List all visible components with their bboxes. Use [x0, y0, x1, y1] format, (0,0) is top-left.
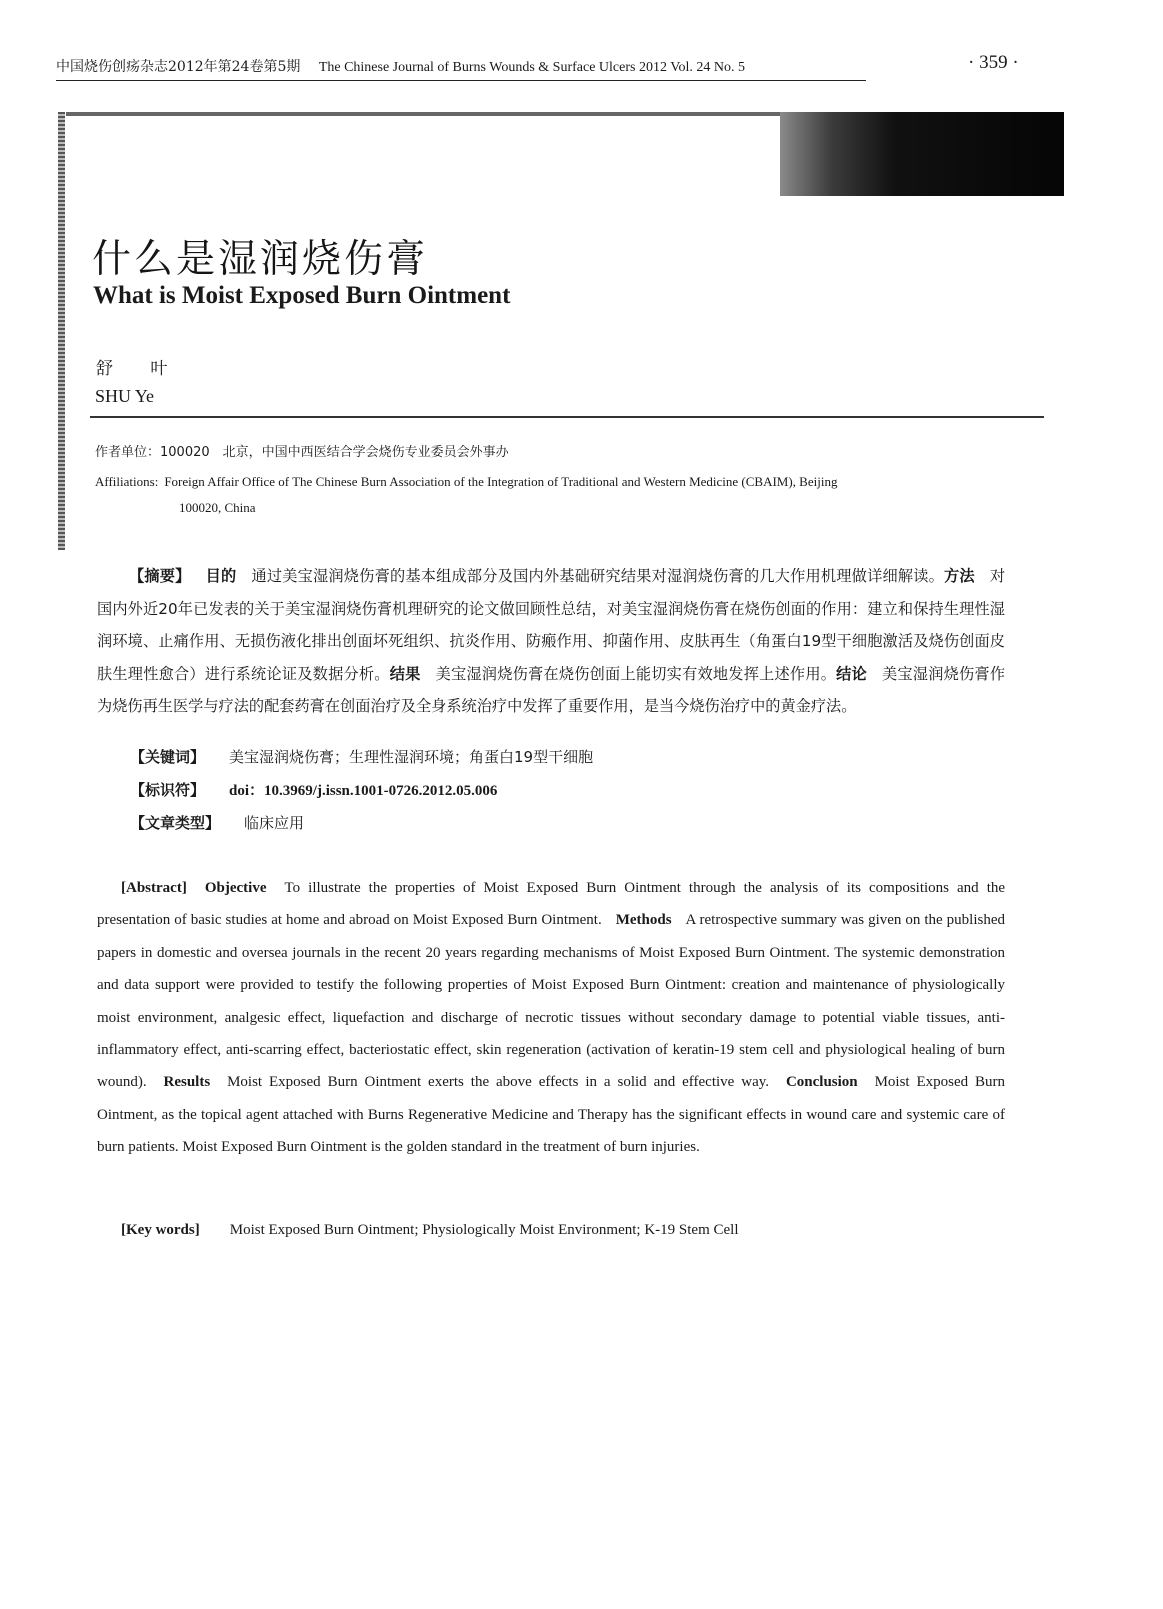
abstract-en	[97, 872, 1005, 1164]
decorative-corner-block	[780, 112, 1064, 196]
article-title-cn: 什么是湿润烧伤膏	[92, 237, 429, 282]
abstract-cn-label: 【摘要】	[129, 567, 191, 585]
objective-cn-text: 通过美宝湿润烧伤膏的基本组成部分及国内外基础研究结果对湿润烧伤膏的几大作用机理做详细解读。	[251, 567, 945, 585]
methods-en-text: A retrospective summary was given on the published papers in domestic and oversea journals in the recent 20 years regarding mechanisms of Moist Exposed Burn Ointment. The systemic demonstration and data support were provided to testify the following properties of Moist Exposed Burn Ointment: creation and maintenance of physiologically moist environment, analgesic effect, liquefaction and discharge of necrotic tissues without secondary damage to potential viable tissues, anti-inflammatory effect, anti-scarring effect, bacteriostatic effect, skin regeneration (activation of keratin-19 stem cell and physiological healing of burn wound).	[97, 912, 1005, 1091]
results-cn-label: 结果	[389, 664, 421, 683]
results-cn-text: 美宝湿润烧伤膏在烧伤创面上能切实有效地发挥上述作用。	[435, 664, 837, 683]
journal-title-en: The Chinese Journal of Burns Wounds & Surface Ulcers 2012 Vol. 24 No. 5	[318, 60, 746, 75]
affiliation-en-line2: 100020, China	[179, 500, 256, 515]
conclusion-cn-text: 美宝湿润烧伤膏作为烧伤再生医学与疗法的配套药膏在创面治疗及全身系统治疗中发挥了重要作用，是当今烧伤治疗中的黄金疗法。	[97, 664, 1006, 715]
methods-en-label: Methods	[615, 912, 672, 929]
page-number: · 359 ·	[968, 52, 1019, 73]
methods-cn-text: 对国内外近20年已发表的关于美宝湿润烧伤膏机理研究的论文做回顾性总结，对美宝湿润烧伤膏在烧伤创面的作用：建立和保持生理性湿润环境、止痛作用、无损伤液化排出创面坏死组织、抗炎作用、防瘢作用、抑菌作用、皮肤再生（角蛋白19型干细胞激活及烧伤创面皮肤生理性愈合）进行系统论证及数据分析。	[97, 567, 1006, 683]
objective-en-text: To illustrate the properties of Moist Exposed Burn Ointment through the analysis of its compositions and the presentation of basic studies at home and abroad on Moist Exposed Burn Ointment.	[97, 880, 1006, 929]
article-type-text: 临床应用	[244, 814, 305, 832]
keywords-en-text: Moist Exposed Burn Ointment; Physiologically Moist Environment; K-19 Stem Cell	[229, 1222, 739, 1238]
article-type-row	[130, 812, 304, 833]
keywords-en-label: [Key words]	[121, 1222, 200, 1238]
objective-cn-label: 目的	[205, 567, 237, 585]
results-en-text: Moist Exposed Burn Ointment exerts the above effects in a solid and effective way.	[227, 1074, 770, 1091]
keywords-en-row	[121, 1222, 738, 1239]
author-name-cn: 舒 叶	[96, 359, 184, 379]
results-en-label: Results	[163, 1074, 211, 1091]
keywords-cn-row	[130, 746, 593, 767]
methods-cn-label: 方法	[944, 567, 975, 585]
conclusion-en-text: Moist Exposed Burn Ointment, as the topical agent attached with Burns Regenerative Medicine and Therapy has the significant effects in wound care and systemic care of burn patients. Moist Exposed Burn Ointment is the golden standard in the treatment of burn injuries.	[97, 1074, 1006, 1156]
affiliation-en-line1: Foreign Affair Office of The Chinese Burn Association of the Integration of Traditional and Western Medicine (CBAIM), Beijing	[164, 474, 838, 489]
affiliation-en-label: Affiliations:	[95, 474, 159, 489]
author-name-en: SHU Ye	[95, 386, 155, 406]
abstract-cn	[97, 560, 1005, 723]
keywords-cn-label: 【关键词】	[130, 748, 206, 766]
author-divider	[90, 416, 1044, 418]
objective-en-label: Objective	[204, 880, 267, 896]
conclusion-en-label: Conclusion	[785, 1074, 858, 1091]
decorative-side-bar	[58, 112, 65, 550]
affiliation-cn: 作者单位：100020 北京，中国中西医结合学会烧伤专业委员会外事办	[95, 445, 509, 460]
abstract-en-label: [Abstract]	[121, 880, 187, 896]
article-title-en: What is Moist Exposed Burn Ointment	[93, 282, 511, 309]
journal-title-cn: 中国烧伤创疡杂志2012年第24卷第5期	[56, 59, 301, 75]
keywords-cn-text: 美宝湿润烧伤膏；生理性湿润环境；角蛋白19型干细胞	[229, 748, 594, 766]
doi-row	[130, 779, 497, 800]
article-type-label: 【文章类型】	[130, 814, 221, 832]
doi-label: 【标识符】	[130, 781, 206, 799]
running-header	[56, 56, 866, 81]
affiliation-en	[95, 469, 1005, 521]
doi-text: doi：10.3969/j.issn.1001-0726.2012.05.006	[229, 783, 498, 799]
decorative-top-rule	[66, 112, 780, 116]
conclusion-cn-label: 结论	[836, 664, 867, 683]
